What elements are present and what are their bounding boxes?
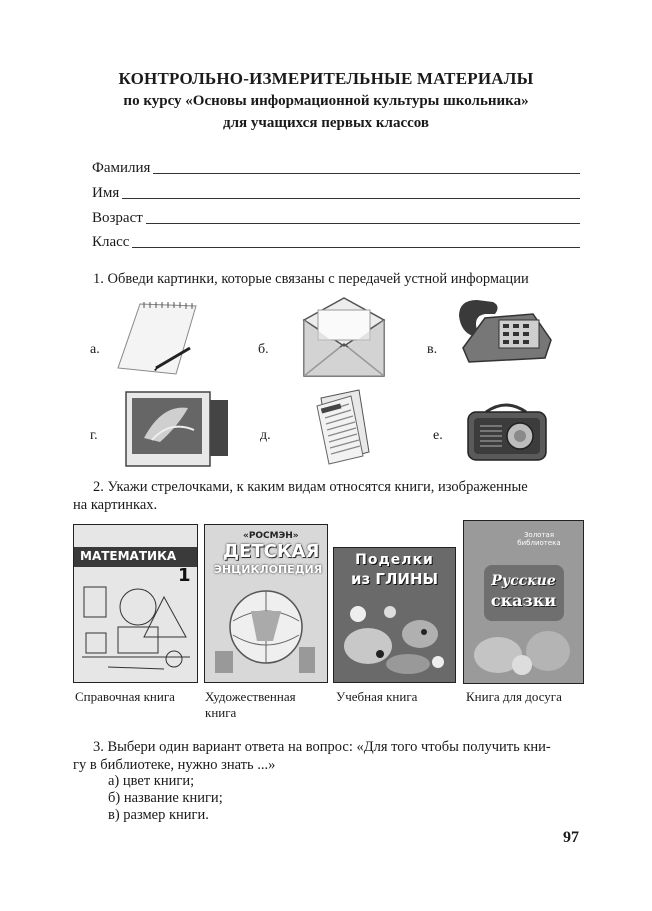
age-line[interactable] — [146, 222, 580, 224]
category-fiction-book-line-1: Художественная — [205, 689, 296, 704]
book-mathematics-title: МАТЕМАТИКА — [80, 549, 177, 563]
book-clay-crafts-illustration — [338, 594, 452, 678]
category-reference-book: Справочная книга — [75, 689, 175, 704]
book-mathematics-cover[interactable] — [73, 524, 198, 683]
question-2-line-1: 2. Укажи стрелочками, к каким видам относятся книги, изображенные — [93, 479, 528, 495]
option-a-label: а. — [90, 342, 100, 357]
option-b-label: б. — [258, 342, 269, 357]
class-label: Класс — [92, 234, 130, 250]
book-fairy-tales-title-1: Русские — [491, 573, 556, 589]
question-2-line-2: на картинках. — [73, 497, 158, 513]
notepad-pencil-icon[interactable] — [110, 300, 202, 380]
age-field[interactable] — [92, 210, 580, 227]
category-fiction-book-line-2: книга — [205, 705, 237, 720]
class-line[interactable] — [132, 246, 580, 248]
television-icon[interactable] — [122, 390, 232, 470]
book-encyclopedia-illustration — [211, 581, 321, 677]
surname-line[interactable] — [153, 172, 580, 174]
question-1-text: 1. Обведи картинки, которые связаны с передачей устной информации — [93, 271, 529, 287]
envelope-icon[interactable] — [300, 294, 388, 380]
book-encyclopedia-title-2: ЭНЦИКЛОПЕДИЯ — [213, 563, 323, 576]
age-label: Возраст — [92, 210, 143, 226]
option-e-label: д. — [260, 428, 271, 443]
book-encyclopedia-cover[interactable] — [204, 524, 328, 683]
page-subtitle-audience: для учащихся первых классов — [222, 115, 430, 131]
category-leisure-book: Книга для досуга — [466, 689, 562, 704]
book-fairy-tales-series: Золотая библиотека — [517, 531, 561, 547]
question-3-line-1: 3. Выбери один вариант ответа на вопрос: «Для того чтобы получить кни- — [93, 739, 551, 755]
radio-icon[interactable] — [460, 398, 552, 464]
name-line[interactable] — [122, 197, 580, 199]
book-fairy-tales-title-2: сказки — [490, 591, 557, 610]
book-mathematics-illustration — [78, 577, 194, 677]
newspaper-icon[interactable] — [315, 386, 371, 466]
book-clay-crafts-title-1: Поделки — [355, 552, 434, 568]
option-d-label: г. — [90, 428, 98, 443]
option-f-label: е. — [433, 428, 443, 443]
book-clay-crafts-title-2: из ГЛИНЫ — [350, 570, 439, 588]
page-subtitle: по курсу «Основы информационной культуры школьника» — [123, 93, 529, 109]
answer-option-a[interactable]: а) цвет книги; — [108, 773, 195, 789]
class-field[interactable] — [92, 234, 580, 251]
book-fairy-tales-illustration — [468, 625, 578, 679]
name-field[interactable] — [92, 185, 580, 202]
book-encyclopedia-title-1: ДЕТСКАЯ — [223, 541, 320, 562]
surname-field[interactable] — [92, 160, 580, 177]
book-mathematics-grade: 1 — [178, 565, 191, 586]
page-title: КОНТРОЛЬНО-ИЗМЕРИТЕЛЬНЫЕ МАТЕРИАЛЫ — [118, 69, 534, 88]
telephone-icon[interactable] — [455, 296, 555, 366]
answer-option-c[interactable]: в) размер книги. — [108, 807, 209, 823]
category-textbook: Учебная книга — [336, 689, 418, 704]
book-encyclopedia-publisher: «РОСМЭН» — [243, 531, 299, 541]
name-label: Имя — [92, 185, 120, 201]
book-fairy-tales-cover[interactable] — [463, 520, 584, 684]
book-clay-crafts-cover[interactable] — [333, 547, 456, 683]
page-number: 97 — [563, 829, 579, 846]
option-c-label: в. — [427, 342, 438, 357]
surname-label: Фамилия — [92, 160, 151, 176]
question-3-line-2: гу в библиотеке, нужно знать ...» — [73, 757, 276, 773]
answer-option-b[interactable]: б) название книги; — [108, 790, 223, 806]
